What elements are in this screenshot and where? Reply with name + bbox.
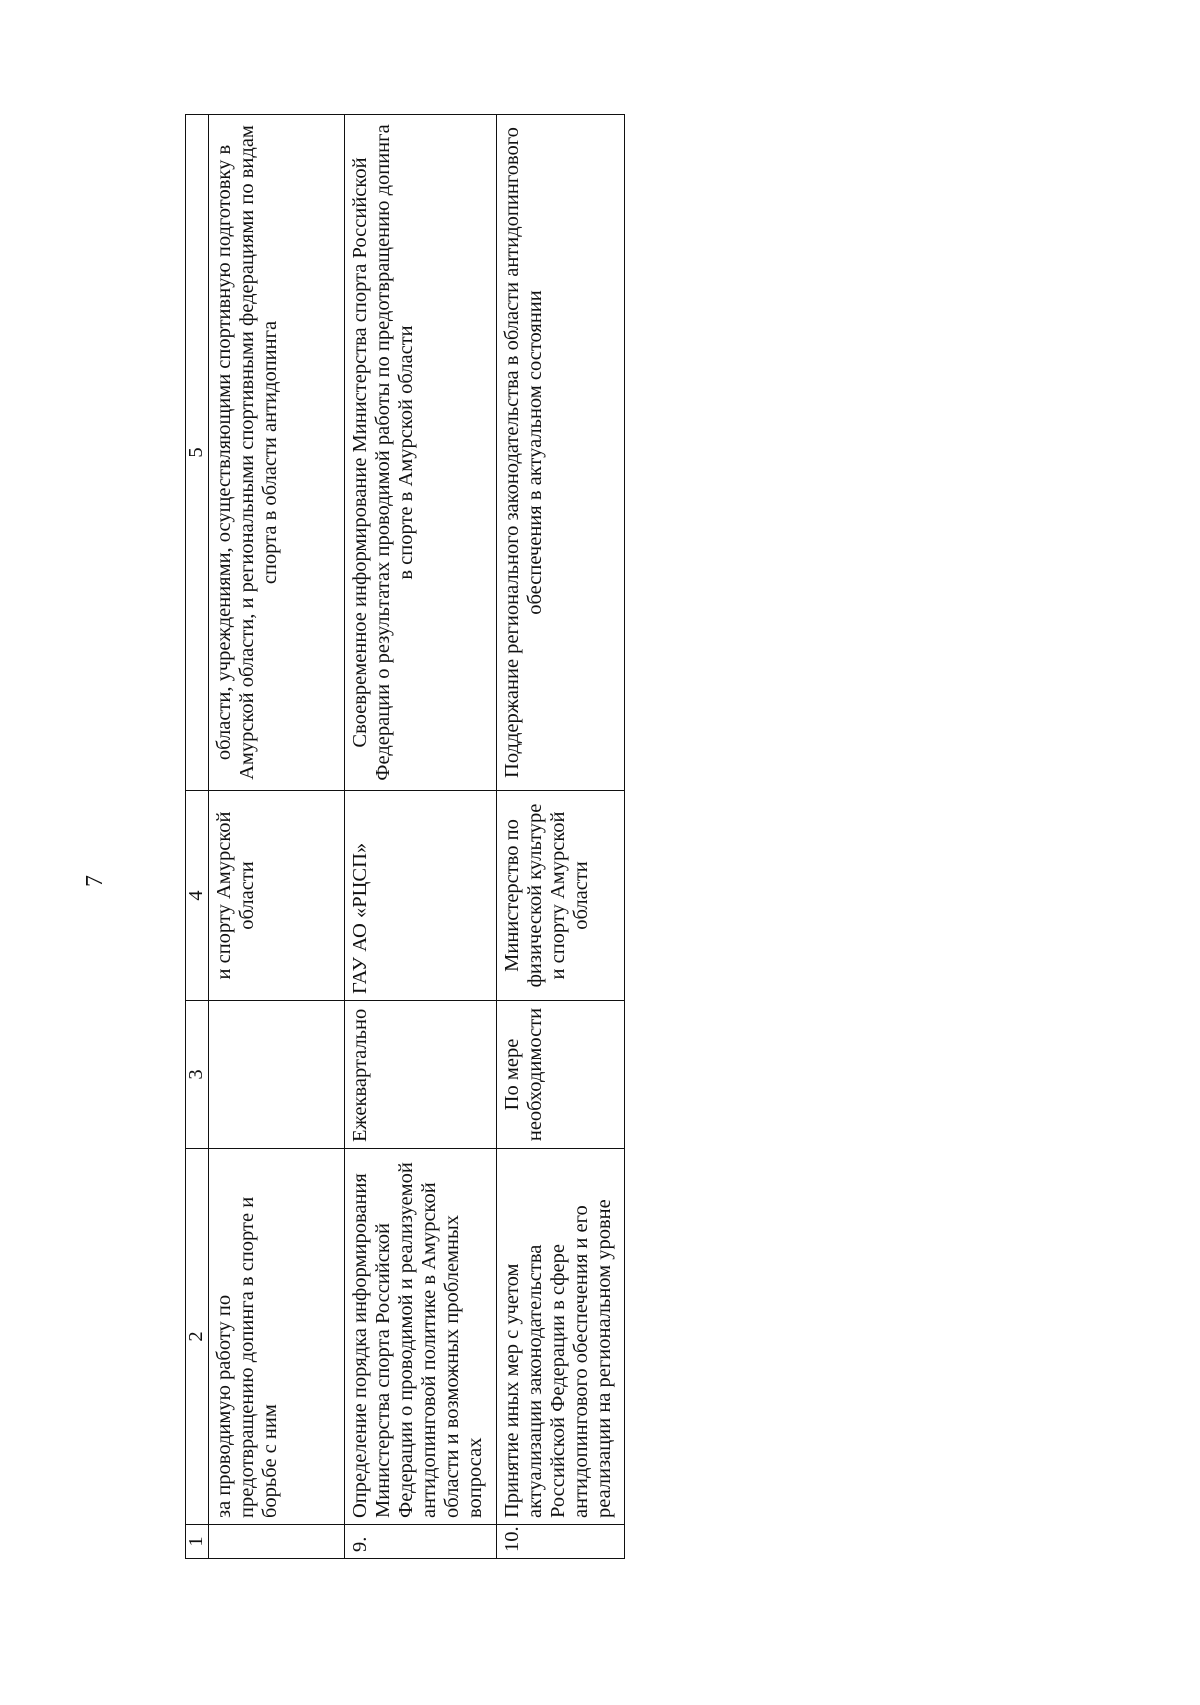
header-col-1: 1 xyxy=(186,1525,209,1559)
table-row xyxy=(497,115,625,1559)
row-result: Своевременное информирование Министерства спорта Российской Федерации о результатах проводимой работы по предотвращению допинга в спорте в Амурской области xyxy=(344,115,496,791)
table-row xyxy=(209,115,345,1559)
row-term: По мере необходимости xyxy=(497,1001,625,1149)
row-executor: и спорту Амурской области xyxy=(209,791,345,1001)
row-task: Определение порядка информирования Министерства спорта Российской Федерации о проводимой и реализуемой антидопинговой политике в Амурской области и возможных проблемных вопросах xyxy=(344,1149,496,1525)
row-term xyxy=(209,1001,345,1149)
row-task: за проводимую работу по предотвращению допинга в спорте и борьбе с ним xyxy=(209,1149,345,1525)
table-container xyxy=(185,115,625,1559)
row-result: Поддержание регионального законодательства в области антидопингового обеспечения в актуальном состоянии xyxy=(497,115,625,791)
row-number: 9. xyxy=(344,1525,496,1559)
row-result: области, учреждениями, осуществляющими спортивную подготовку в Амурской области, и региональными спортивными федерациями по видам спорта в области антидопинга xyxy=(209,115,345,791)
row-task: Принятие иных мер с учетом актуализации законодательства Российской Федерации в сфере антидопингового обеспечения и его реализации на региональном уровне xyxy=(497,1149,625,1525)
table-row xyxy=(344,115,496,1559)
row-number xyxy=(209,1525,345,1559)
header-col-5: 5 xyxy=(186,115,209,791)
row-number: 10. xyxy=(497,1525,625,1559)
measures-table xyxy=(185,114,625,1559)
header-col-3: 3 xyxy=(186,1001,209,1149)
header-row xyxy=(186,115,209,1559)
row-term: Ежеквартально xyxy=(344,1001,496,1149)
row-executor: ГАУ АО «РЦСП» xyxy=(344,791,496,1001)
page-number: 7 xyxy=(82,875,108,887)
header-col-4: 4 xyxy=(186,791,209,1001)
row-executor: Министерство по физической культуре и спорту Амурской области xyxy=(497,791,625,1001)
header-col-2: 2 xyxy=(186,1149,209,1525)
